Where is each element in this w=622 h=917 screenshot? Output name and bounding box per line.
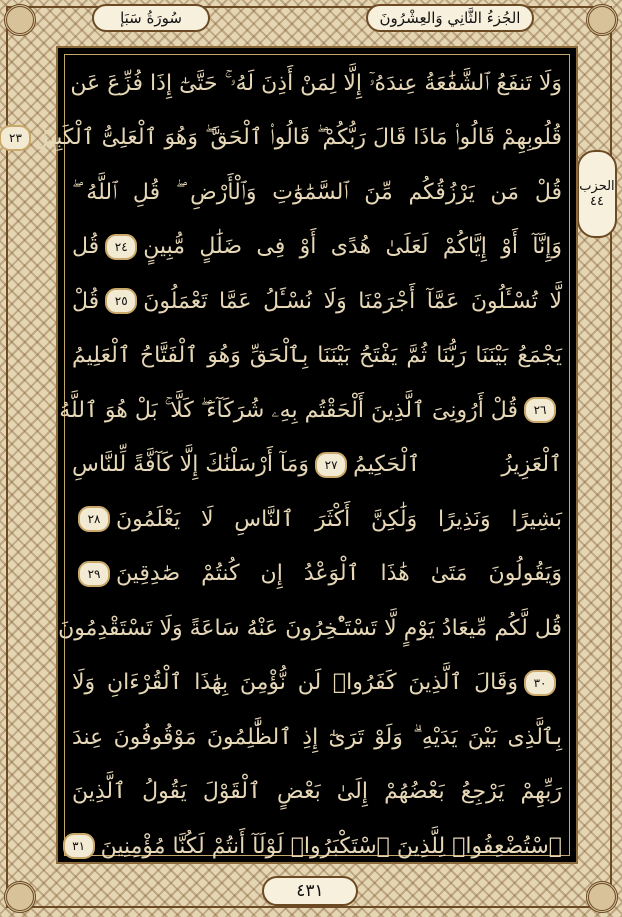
corner-ornament-icon (586, 4, 618, 36)
verse-line (72, 492, 562, 547)
ayah-number-marker: ٢٩ (78, 561, 110, 587)
hizb-marker (577, 150, 617, 238)
verse-text: وَقَالَ ٱلَّذِينَ كَفَرُوا۟ لَن نُّؤْمِنَ بِهَٰذَا ٱلْقُرْءَانِ وَلَا (72, 670, 518, 696)
verse-text: وَمَآ أَرْسَلْنَٰكَ إِلَّا كَآفَّةً لِّلنَّاسِ (72, 452, 310, 478)
verse-text: قُلْ (72, 288, 100, 314)
ayah-number-marker: ٢٧ (315, 452, 347, 478)
corner-ornament-icon (4, 881, 36, 913)
ayah-number-marker: ٣١ (63, 833, 95, 859)
ayah-number-marker: ٢٤ (105, 234, 137, 260)
verse-line (9, 111, 562, 166)
verse-text: رَبِّهِمْ يَرْجِعُ بَعْضُهُمْ إِلَىٰ بَعْضٍ ٱلْقَوْلَ يَقُولُ ٱلَّذِينَ (72, 779, 562, 805)
page-number: ٤٣١ (262, 876, 358, 906)
corner-ornament-icon (586, 881, 618, 913)
surah-name-header: سُورَةُ سَبَإ (92, 4, 210, 32)
verse-text: قُلْ أَرُونِىَ ٱلَّذِينَ أَلْحَقْتُم بِهِۦ شُرَكَآءَ ۖ كَلَّا ۚ بَلْ هُوَ ٱللَّهُ (59, 397, 518, 423)
ayah-number-marker: ٢٣ (0, 125, 31, 151)
verse-text: وَإِنَّآ أَوْ إِيَّاكُمْ لَعَلَىٰ هُدًى أَوْ فِى ضَلَٰلٍ مُّبِينٍ (143, 234, 562, 260)
verse-line (72, 165, 562, 220)
verse-line (72, 438, 562, 493)
verse-line (72, 710, 562, 765)
verse-line (72, 656, 562, 711)
corner-ornament-icon (4, 4, 36, 36)
ayah-number-marker: ٣٠ (524, 670, 556, 696)
verse-line (72, 274, 562, 329)
verse-line (72, 220, 562, 275)
verse-line (72, 56, 562, 111)
verse-text: يَجْمَعُ بَيْنَنَا رَبُّنَا ثُمَّ يَفْتَحُ بَيْنَنَا بِٱلْحَقِّ وَهُوَ ٱلْفَتَّاحُ ٱلْعَلِيمُ (72, 343, 562, 369)
verse-text: ٱسْتُضْعِفُوا۟ لِلَّذِينَ ٱسْتَكْبَرُوا۟ لَوْلَآ أَنتُمْ لَكُنَّا مُؤْمِنِينَ (100, 833, 562, 859)
verse-text: قُل لَّكُم مِّيعَادُ يَوْمٍ لَّا تَسْتَـْٔخِرُونَ عَنْهُ سَاعَةً وَلَا تَسْتَقْدِمُونَ (58, 615, 562, 641)
verse-text: وَلَا تَنفَعُ ٱلشَّفَٰعَةُ عِندَهُۥٓ إِلَّا لِمَنْ أَذِنَ لَهُۥ ۚ حَتَّىٰٓ إِذَا فُزِّعَ عَن (70, 70, 562, 96)
verse-line (72, 819, 562, 874)
hizb-number: ٤٤ (590, 194, 604, 209)
verse-line (72, 547, 562, 602)
verse-text: بَشِيرًا وَنَذِيرًا وَلَٰكِنَّ أَكْثَرَ ٱلنَّاسِ لَا يَعْلَمُونَ (116, 506, 562, 532)
verse-text: قُلْ مَن يَرْزُقُكُم مِّنَ ٱلسَّمَٰوَٰتِ وَٱلْأَرْضِ ۖ قُلِ ٱللَّهُ ۖ (72, 179, 562, 205)
ayah-number-marker: ٢٨ (78, 506, 110, 532)
verse-line (72, 765, 562, 820)
verse-text: قُل (72, 234, 100, 260)
verse-line (72, 329, 562, 384)
verse-text: وَيَقُولُونَ مَتَىٰ هَٰذَا ٱلْوَعْدُ إِن كُنتُمْ صَٰدِقِينَ (116, 561, 562, 587)
verse-line (59, 383, 562, 438)
text-panel (9, 46, 578, 864)
verse-line (58, 601, 562, 656)
ayah-number-marker: ٢٥ (105, 288, 137, 314)
verse-text: ٱلْعَزِيزُ ٱلْحَكِيمُ (353, 452, 562, 478)
verse-text: لَّا تُسْـَٔلُونَ عَمَّآ أَجْرَمْنَا وَلَا نُسْـَٔلُ عَمَّا تَعْمَلُونَ (143, 288, 562, 314)
hizb-label: الحزب (579, 179, 615, 194)
juz-name-header: الجُزءُ الثَّانِي وَالعِشْرُونَ (366, 4, 534, 32)
verse-lines (9, 56, 562, 874)
verse-text: قُلُوبِهِمْ قَالُوا۟ مَاذَا قَالَ رَبُّكُمْ ۖ قَالُوا۟ ٱلْحَقَّ ۖ وَهُوَ ٱلْعَلِىُّ ٱلْكَبِيرُ (37, 125, 562, 151)
verse-text: بِٱلَّذِى بَيْنَ يَدَيْهِ ۗ وَلَوْ تَرَىٰٓ إِذِ ٱلظَّٰلِمُونَ مَوْقُوفُونَ عِندَ (72, 724, 562, 750)
ayah-number-marker: ٢٦ (524, 397, 556, 423)
